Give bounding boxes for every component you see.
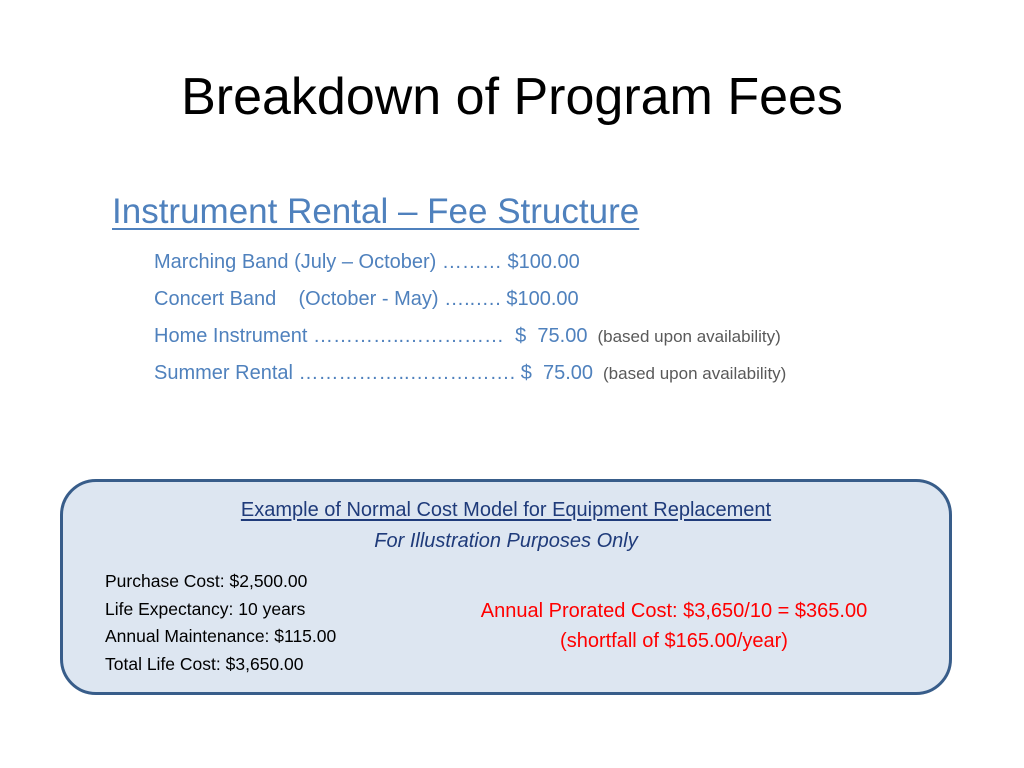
fee-row-summer-rental [154, 355, 786, 392]
fee-row-text: Summer Rental ……………..……………. $ 75.00 [154, 362, 594, 384]
cost-life-expectancy: Life Expectancy: 10 years [105, 598, 306, 619]
fee-row-text: Home Instrument …………..…………… $ 75.00 [154, 325, 588, 347]
cost-model-subtitle: For Illustration Purposes Only [374, 530, 638, 552]
fee-row-home-instrument [154, 318, 786, 355]
availability-note: (based upon availability) [597, 327, 781, 346]
fee-row-text: Marching Band (July – October) ……… $100.00 [154, 251, 580, 273]
fee-structure-heading: Instrument Rental – Fee Structure [112, 192, 640, 231]
cost-list [105, 568, 336, 678]
slide-title: Breakdown of Program Fees [181, 68, 843, 126]
fee-row-text: Concert Band (October - May) …..…. $100.00 [154, 288, 579, 310]
shortfall-line: (shortfall of $165.00/year) [560, 630, 788, 652]
annual-prorated-line: Annual Prorated Cost: $3,650/10 = $365.00 [480, 600, 868, 622]
cost-purchase: Purchase Cost: $2,500.00 [105, 571, 308, 591]
annual-prorated-cost [441, 596, 907, 656]
cost-model-title: Example of Normal Cost Model for Equipment Replacement [240, 499, 772, 521]
cost-annual-maintenance: Annual Maintenance: $115.00 [105, 626, 337, 646]
availability-note: (based upon availability) [603, 364, 787, 383]
fee-list [154, 244, 786, 392]
fee-row-concert-band [154, 281, 786, 318]
fee-row-marching-band [154, 244, 786, 281]
cost-model-box [60, 479, 952, 695]
cost-total-life: Total Life Cost: $3,650.00 [105, 653, 304, 674]
